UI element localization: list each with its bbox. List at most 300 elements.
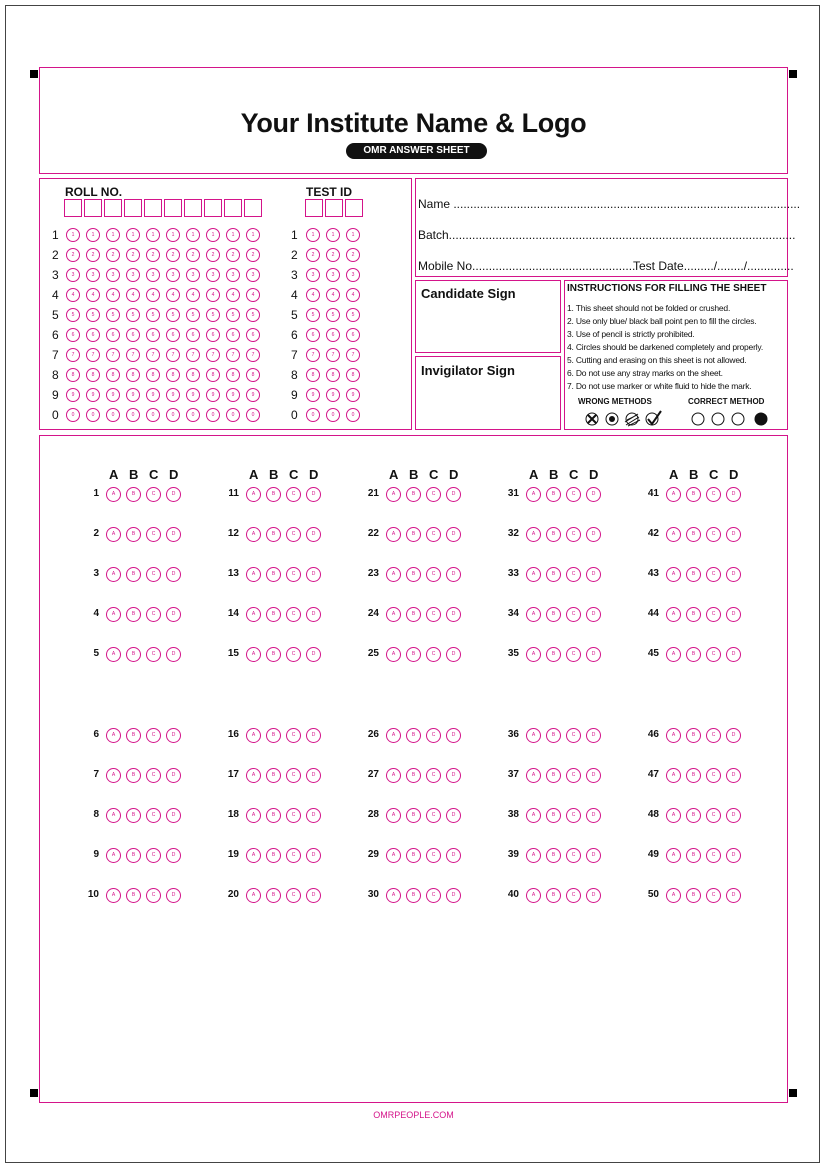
roll-no-bubble[interactable]: 6 [166, 328, 180, 342]
roll-no-bubble[interactable]: 1 [246, 228, 260, 242]
answer-bubble[interactable]: B [546, 647, 561, 662]
answer-bubble[interactable]: D [726, 647, 741, 662]
answer-bubble[interactable]: C [566, 647, 581, 662]
roll-no-bubble[interactable]: 0 [206, 408, 220, 422]
roll-no-bubble[interactable]: 3 [186, 268, 200, 282]
roll-no-bubble[interactable]: 9 [146, 388, 160, 402]
answer-bubble[interactable]: A [526, 768, 541, 783]
test-id-bubble[interactable]: 9 [346, 388, 360, 402]
roll-no-bubble[interactable]: 8 [126, 368, 140, 382]
answer-bubble[interactable]: A [246, 567, 261, 582]
roll-no-bubble[interactable]: 2 [246, 248, 260, 262]
answer-bubble[interactable]: D [446, 768, 461, 783]
answer-bubble[interactable]: A [246, 487, 261, 502]
answer-bubble[interactable]: A [246, 888, 261, 903]
test-id-bubble[interactable]: 6 [326, 328, 340, 342]
test-id-bubble[interactable]: 8 [306, 368, 320, 382]
answer-bubble[interactable]: D [166, 728, 181, 743]
answer-bubble[interactable]: A [386, 888, 401, 903]
roll-no-bubble[interactable]: 5 [186, 308, 200, 322]
roll-no-bubble[interactable]: 6 [246, 328, 260, 342]
roll-no-bubble[interactable]: 3 [106, 268, 120, 282]
roll-no-bubble[interactable]: 5 [206, 308, 220, 322]
answer-bubble[interactable]: B [546, 607, 561, 622]
answer-bubble[interactable]: A [666, 888, 681, 903]
answer-bubble[interactable]: B [686, 567, 701, 582]
answer-bubble[interactable]: D [586, 728, 601, 743]
test-id-bubble[interactable]: 5 [346, 308, 360, 322]
test-id-bubble[interactable]: 6 [306, 328, 320, 342]
answer-bubble[interactable]: A [666, 728, 681, 743]
roll-no-bubble[interactable]: 8 [86, 368, 100, 382]
answer-bubble[interactable]: B [686, 848, 701, 863]
answer-bubble[interactable]: D [306, 567, 321, 582]
roll-no-bubble[interactable]: 8 [146, 368, 160, 382]
test-id-bubble[interactable]: 2 [326, 248, 340, 262]
test-id-bubble[interactable]: 0 [306, 408, 320, 422]
roll-no-bubble[interactable]: 5 [146, 308, 160, 322]
roll-no-bubble[interactable]: 3 [66, 268, 80, 282]
roll-no-bubble[interactable]: 9 [86, 388, 100, 402]
roll-no-bubble[interactable]: 0 [146, 408, 160, 422]
answer-bubble[interactable]: B [546, 728, 561, 743]
test-id-bubble[interactable]: 9 [306, 388, 320, 402]
roll-no-bubble[interactable]: 7 [146, 348, 160, 362]
answer-bubble[interactable]: A [666, 487, 681, 502]
roll-no-bubble[interactable]: 7 [86, 348, 100, 362]
answer-bubble[interactable]: C [426, 808, 441, 823]
test-id-bubble[interactable]: 2 [346, 248, 360, 262]
answer-bubble[interactable]: A [106, 848, 121, 863]
answer-bubble[interactable]: A [526, 728, 541, 743]
test-date-field[interactable]: Test Date........./......../.............. [633, 259, 794, 273]
roll-no-bubble[interactable]: 0 [166, 408, 180, 422]
answer-bubble[interactable]: C [146, 607, 161, 622]
roll-no-bubble[interactable]: 6 [106, 328, 120, 342]
answer-bubble[interactable]: D [166, 567, 181, 582]
roll-no-bubble[interactable]: 9 [106, 388, 120, 402]
roll-no-bubble[interactable]: 2 [66, 248, 80, 262]
answer-bubble[interactable]: B [126, 848, 141, 863]
roll-no-bubble[interactable]: 3 [226, 268, 240, 282]
answer-bubble[interactable]: A [246, 768, 261, 783]
answer-bubble[interactable]: C [566, 808, 581, 823]
answer-bubble[interactable]: D [166, 607, 181, 622]
test-id-bubble[interactable]: 3 [346, 268, 360, 282]
answer-bubble[interactable]: C [286, 647, 301, 662]
roll-no-bubble[interactable]: 5 [66, 308, 80, 322]
answer-bubble[interactable]: C [706, 487, 721, 502]
roll-no-bubble[interactable]: 9 [226, 388, 240, 402]
answer-bubble[interactable]: D [306, 888, 321, 903]
answer-bubble[interactable]: C [146, 888, 161, 903]
answer-bubble[interactable]: C [146, 728, 161, 743]
roll-no-bubble[interactable]: 7 [106, 348, 120, 362]
answer-bubble[interactable]: B [406, 647, 421, 662]
answer-bubble[interactable]: A [106, 527, 121, 542]
roll-no-entry-cell[interactable] [144, 199, 162, 217]
roll-no-bubble[interactable]: 4 [226, 288, 240, 302]
roll-no-bubble[interactable]: 7 [126, 348, 140, 362]
roll-no-bubble[interactable]: 1 [226, 228, 240, 242]
test-id-entry-cell[interactable] [345, 199, 363, 217]
test-id-bubble[interactable]: 4 [346, 288, 360, 302]
roll-no-bubble[interactable]: 8 [226, 368, 240, 382]
answer-bubble[interactable]: B [406, 768, 421, 783]
answer-bubble[interactable]: B [266, 848, 281, 863]
answer-bubble[interactable]: A [526, 527, 541, 542]
answer-bubble[interactable]: B [126, 768, 141, 783]
roll-no-bubble[interactable]: 9 [166, 388, 180, 402]
roll-no-bubble[interactable]: 1 [126, 228, 140, 242]
answer-bubble[interactable]: B [406, 728, 421, 743]
answer-bubble[interactable]: C [426, 487, 441, 502]
answer-bubble[interactable]: B [686, 728, 701, 743]
roll-no-bubble[interactable]: 4 [206, 288, 220, 302]
answer-bubble[interactable]: D [446, 888, 461, 903]
answer-bubble[interactable]: A [246, 808, 261, 823]
answer-bubble[interactable]: A [106, 728, 121, 743]
answer-bubble[interactable]: D [586, 567, 601, 582]
answer-bubble[interactable]: C [566, 567, 581, 582]
answer-bubble[interactable]: A [106, 808, 121, 823]
roll-no-bubble[interactable]: 2 [126, 248, 140, 262]
name-field[interactable]: Name ........................................................................................................ [418, 197, 801, 211]
answer-bubble[interactable]: A [386, 487, 401, 502]
answer-bubble[interactable]: B [266, 527, 281, 542]
answer-bubble[interactable]: B [546, 768, 561, 783]
roll-no-bubble[interactable]: 5 [106, 308, 120, 322]
roll-no-bubble[interactable]: 2 [106, 248, 120, 262]
answer-bubble[interactable]: C [146, 848, 161, 863]
answer-bubble[interactable]: B [126, 567, 141, 582]
roll-no-bubble[interactable]: 3 [246, 268, 260, 282]
roll-no-bubble[interactable]: 0 [106, 408, 120, 422]
roll-no-bubble[interactable]: 2 [226, 248, 240, 262]
roll-no-entry-cell[interactable] [84, 199, 102, 217]
roll-no-bubble[interactable]: 1 [206, 228, 220, 242]
test-id-entry-cell[interactable] [305, 199, 323, 217]
roll-no-bubble[interactable]: 4 [246, 288, 260, 302]
answer-bubble[interactable]: C [706, 728, 721, 743]
answer-bubble[interactable]: C [286, 728, 301, 743]
answer-bubble[interactable]: C [426, 848, 441, 863]
answer-bubble[interactable]: C [286, 527, 301, 542]
answer-bubble[interactable]: D [446, 487, 461, 502]
roll-no-bubble[interactable]: 5 [166, 308, 180, 322]
answer-bubble[interactable]: C [706, 647, 721, 662]
answer-bubble[interactable]: D [726, 768, 741, 783]
answer-bubble[interactable]: A [526, 487, 541, 502]
answer-bubble[interactable]: A [386, 808, 401, 823]
answer-bubble[interactable]: A [386, 647, 401, 662]
answer-bubble[interactable]: B [266, 728, 281, 743]
answer-bubble[interactable]: D [446, 607, 461, 622]
answer-bubble[interactable]: B [266, 567, 281, 582]
answer-bubble[interactable]: C [426, 527, 441, 542]
answer-bubble[interactable]: D [586, 607, 601, 622]
answer-bubble[interactable]: A [106, 607, 121, 622]
roll-no-bubble[interactable]: 7 [246, 348, 260, 362]
answer-bubble[interactable]: D [586, 487, 601, 502]
answer-bubble[interactable]: C [566, 768, 581, 783]
answer-bubble[interactable]: B [686, 808, 701, 823]
roll-no-bubble[interactable]: 5 [226, 308, 240, 322]
roll-no-bubble[interactable]: 1 [86, 228, 100, 242]
answer-bubble[interactable]: C [566, 607, 581, 622]
answer-bubble[interactable]: C [706, 527, 721, 542]
answer-bubble[interactable]: D [306, 728, 321, 743]
answer-bubble[interactable]: A [526, 567, 541, 582]
answer-bubble[interactable]: C [426, 567, 441, 582]
roll-no-bubble[interactable]: 3 [86, 268, 100, 282]
answer-bubble[interactable]: D [726, 808, 741, 823]
roll-no-bubble[interactable]: 3 [206, 268, 220, 282]
answer-bubble[interactable]: C [426, 728, 441, 743]
roll-no-bubble[interactable]: 0 [66, 408, 80, 422]
roll-no-bubble[interactable]: 2 [146, 248, 160, 262]
answer-bubble[interactable]: B [546, 808, 561, 823]
answer-bubble[interactable]: D [306, 848, 321, 863]
answer-bubble[interactable]: A [666, 848, 681, 863]
roll-no-bubble[interactable]: 3 [126, 268, 140, 282]
roll-no-entry-cell[interactable] [224, 199, 242, 217]
answer-bubble[interactable]: A [246, 527, 261, 542]
answer-bubble[interactable]: D [166, 768, 181, 783]
roll-no-bubble[interactable]: 4 [66, 288, 80, 302]
answer-bubble[interactable]: D [586, 768, 601, 783]
roll-no-bubble[interactable]: 9 [246, 388, 260, 402]
answer-bubble[interactable]: B [126, 607, 141, 622]
answer-bubble[interactable]: C [286, 607, 301, 622]
answer-bubble[interactable]: D [446, 527, 461, 542]
test-id-bubble[interactable]: 4 [306, 288, 320, 302]
answer-bubble[interactable]: C [146, 808, 161, 823]
answer-bubble[interactable]: A [106, 487, 121, 502]
test-id-entry-cell[interactable] [325, 199, 343, 217]
answer-bubble[interactable]: A [526, 808, 541, 823]
mobile-field[interactable]: Mobile No................................................. [418, 259, 636, 273]
answer-bubble[interactable]: B [546, 848, 561, 863]
answer-bubble[interactable]: A [666, 607, 681, 622]
answer-bubble[interactable]: A [246, 848, 261, 863]
answer-bubble[interactable]: D [586, 888, 601, 903]
answer-bubble[interactable]: B [686, 888, 701, 903]
answer-bubble[interactable]: A [666, 567, 681, 582]
answer-bubble[interactable]: B [686, 647, 701, 662]
answer-bubble[interactable]: A [386, 728, 401, 743]
answer-bubble[interactable]: D [306, 647, 321, 662]
answer-bubble[interactable]: B [406, 808, 421, 823]
answer-bubble[interactable]: B [546, 567, 561, 582]
answer-bubble[interactable]: B [406, 487, 421, 502]
answer-bubble[interactable]: D [446, 808, 461, 823]
answer-bubble[interactable]: C [146, 647, 161, 662]
roll-no-bubble[interactable]: 9 [66, 388, 80, 402]
answer-bubble[interactable]: B [126, 808, 141, 823]
answer-bubble[interactable]: B [266, 808, 281, 823]
roll-no-bubble[interactable]: 6 [226, 328, 240, 342]
roll-no-bubble[interactable]: 7 [166, 348, 180, 362]
answer-bubble[interactable]: C [146, 567, 161, 582]
answer-bubble[interactable]: D [306, 607, 321, 622]
answer-bubble[interactable]: B [126, 487, 141, 502]
test-id-bubble[interactable]: 5 [326, 308, 340, 322]
answer-bubble[interactable]: A [246, 728, 261, 743]
answer-bubble[interactable]: D [306, 527, 321, 542]
test-id-bubble[interactable]: 3 [306, 268, 320, 282]
answer-bubble[interactable]: C [146, 487, 161, 502]
answer-bubble[interactable]: D [726, 848, 741, 863]
roll-no-entry-cell[interactable] [124, 199, 142, 217]
answer-bubble[interactable]: A [246, 647, 261, 662]
answer-bubble[interactable]: C [706, 607, 721, 622]
answer-bubble[interactable]: B [266, 607, 281, 622]
roll-no-bubble[interactable]: 3 [166, 268, 180, 282]
answer-bubble[interactable]: D [166, 848, 181, 863]
roll-no-entry-cell[interactable] [104, 199, 122, 217]
roll-no-bubble[interactable]: 6 [146, 328, 160, 342]
answer-bubble[interactable]: A [526, 888, 541, 903]
roll-no-bubble[interactable]: 4 [146, 288, 160, 302]
answer-bubble[interactable]: B [546, 527, 561, 542]
answer-bubble[interactable]: A [386, 607, 401, 622]
answer-bubble[interactable]: B [546, 888, 561, 903]
answer-bubble[interactable]: C [426, 768, 441, 783]
answer-bubble[interactable]: C [706, 888, 721, 903]
answer-bubble[interactable]: A [526, 607, 541, 622]
roll-no-bubble[interactable]: 2 [86, 248, 100, 262]
roll-no-bubble[interactable]: 7 [186, 348, 200, 362]
test-id-bubble[interactable]: 8 [326, 368, 340, 382]
roll-no-bubble[interactable]: 0 [186, 408, 200, 422]
answer-bubble[interactable]: B [686, 527, 701, 542]
batch-field[interactable]: Batch........................................................................................................ [418, 228, 796, 242]
answer-bubble[interactable]: B [686, 607, 701, 622]
answer-bubble[interactable]: A [526, 848, 541, 863]
answer-bubble[interactable]: B [406, 527, 421, 542]
roll-no-bubble[interactable]: 4 [86, 288, 100, 302]
answer-bubble[interactable]: A [666, 808, 681, 823]
test-id-bubble[interactable]: 0 [346, 408, 360, 422]
test-id-bubble[interactable]: 0 [326, 408, 340, 422]
answer-bubble[interactable]: B [266, 888, 281, 903]
answer-bubble[interactable]: A [386, 567, 401, 582]
answer-bubble[interactable]: D [586, 647, 601, 662]
roll-no-bubble[interactable]: 6 [186, 328, 200, 342]
roll-no-bubble[interactable]: 1 [146, 228, 160, 242]
answer-bubble[interactable]: D [726, 728, 741, 743]
answer-bubble[interactable]: C [286, 848, 301, 863]
answer-bubble[interactable]: B [126, 728, 141, 743]
answer-bubble[interactable]: B [126, 647, 141, 662]
test-id-bubble[interactable]: 9 [326, 388, 340, 402]
roll-no-bubble[interactable]: 6 [206, 328, 220, 342]
roll-no-entry-cell[interactable] [64, 199, 82, 217]
answer-bubble[interactable]: B [406, 567, 421, 582]
roll-no-bubble[interactable]: 9 [186, 388, 200, 402]
answer-bubble[interactable]: A [666, 647, 681, 662]
answer-bubble[interactable]: C [566, 527, 581, 542]
answer-bubble[interactable]: C [286, 567, 301, 582]
answer-bubble[interactable]: C [706, 768, 721, 783]
roll-no-bubble[interactable]: 8 [66, 368, 80, 382]
answer-bubble[interactable]: B [126, 888, 141, 903]
roll-no-bubble[interactable]: 4 [106, 288, 120, 302]
answer-bubble[interactable]: A [106, 647, 121, 662]
roll-no-bubble[interactable]: 4 [126, 288, 140, 302]
answer-bubble[interactable]: A [106, 768, 121, 783]
roll-no-bubble[interactable]: 8 [186, 368, 200, 382]
answer-bubble[interactable]: D [166, 487, 181, 502]
answer-bubble[interactable]: C [566, 487, 581, 502]
answer-bubble[interactable]: D [306, 487, 321, 502]
answer-bubble[interactable]: B [126, 527, 141, 542]
roll-no-bubble[interactable]: 2 [206, 248, 220, 262]
roll-no-bubble[interactable]: 7 [226, 348, 240, 362]
answer-bubble[interactable]: D [726, 487, 741, 502]
answer-bubble[interactable]: D [726, 567, 741, 582]
test-id-bubble[interactable]: 7 [346, 348, 360, 362]
roll-no-bubble[interactable]: 9 [206, 388, 220, 402]
answer-bubble[interactable]: B [686, 487, 701, 502]
test-id-bubble[interactable]: 1 [306, 228, 320, 242]
roll-no-bubble[interactable]: 8 [166, 368, 180, 382]
roll-no-bubble[interactable]: 1 [66, 228, 80, 242]
answer-bubble[interactable]: D [306, 768, 321, 783]
answer-bubble[interactable]: C [566, 728, 581, 743]
answer-bubble[interactable]: D [166, 808, 181, 823]
roll-no-bubble[interactable]: 7 [206, 348, 220, 362]
test-id-bubble[interactable]: 6 [346, 328, 360, 342]
roll-no-bubble[interactable]: 8 [246, 368, 260, 382]
answer-bubble[interactable]: B [266, 487, 281, 502]
answer-bubble[interactable]: C [566, 848, 581, 863]
roll-no-bubble[interactable]: 6 [126, 328, 140, 342]
answer-bubble[interactable]: C [426, 607, 441, 622]
answer-bubble[interactable]: B [406, 607, 421, 622]
roll-no-bubble[interactable]: 3 [146, 268, 160, 282]
answer-bubble[interactable]: C [286, 487, 301, 502]
roll-no-bubble[interactable]: 4 [186, 288, 200, 302]
roll-no-bubble[interactable]: 6 [86, 328, 100, 342]
answer-bubble[interactable]: D [166, 647, 181, 662]
test-id-bubble[interactable]: 1 [346, 228, 360, 242]
test-id-bubble[interactable]: 2 [306, 248, 320, 262]
answer-bubble[interactable]: D [166, 527, 181, 542]
roll-no-bubble[interactable]: 5 [86, 308, 100, 322]
answer-bubble[interactable]: B [266, 768, 281, 783]
test-id-bubble[interactable]: 5 [306, 308, 320, 322]
roll-no-bubble[interactable]: 6 [66, 328, 80, 342]
answer-bubble[interactable]: D [306, 808, 321, 823]
answer-bubble[interactable]: A [666, 527, 681, 542]
test-id-bubble[interactable]: 4 [326, 288, 340, 302]
roll-no-entry-cell[interactable] [164, 199, 182, 217]
roll-no-bubble[interactable]: 1 [186, 228, 200, 242]
roll-no-entry-cell[interactable] [184, 199, 202, 217]
test-id-bubble[interactable]: 8 [346, 368, 360, 382]
answer-bubble[interactable]: D [586, 527, 601, 542]
answer-bubble[interactable]: B [686, 768, 701, 783]
answer-bubble[interactable]: C [146, 527, 161, 542]
answer-bubble[interactable]: C [286, 808, 301, 823]
answer-bubble[interactable]: D [446, 728, 461, 743]
answer-bubble[interactable]: D [726, 607, 741, 622]
answer-bubble[interactable]: D [446, 647, 461, 662]
roll-no-bubble[interactable]: 1 [166, 228, 180, 242]
roll-no-bubble[interactable]: 2 [166, 248, 180, 262]
